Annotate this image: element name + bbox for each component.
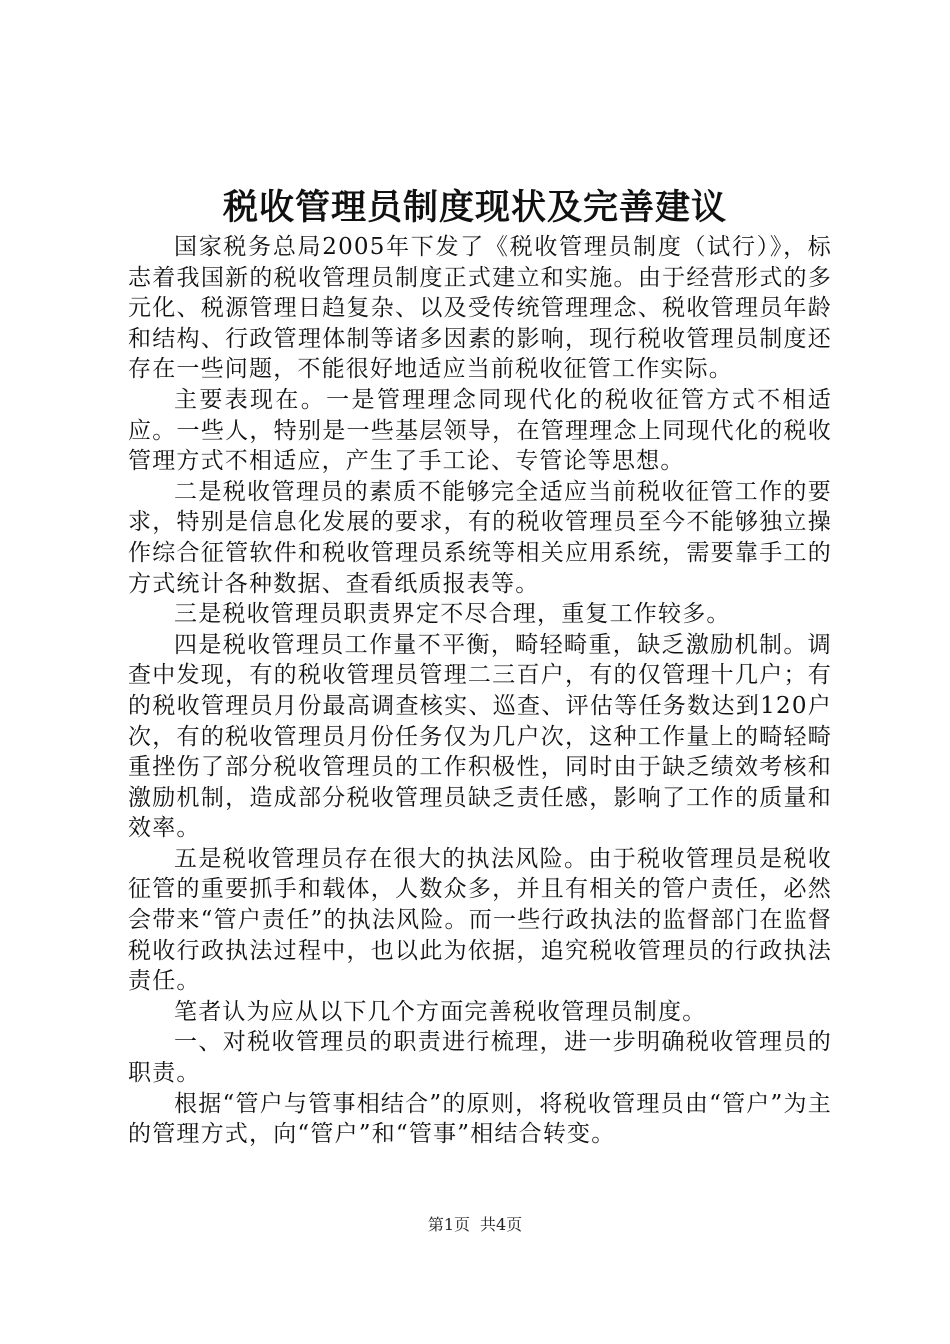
paragraph-suggestion-1-detail: 根据“管户与管事相结合”的原则，将税收管理员由“管户”为主的管理方式，向“管户”和“管事”相结合转变。	[128, 1090, 832, 1148]
paragraph-issue-1: 主要表现在。一是管理理念同现代化的税收征管方式不相适应。一些人，特别是一些基层领导，在管理理念上同现代化的税收管理方式不相适应，产生了手工论、专管论等思想。	[128, 386, 832, 475]
paragraph-issue-3: 三是税收管理员职责界定不尽合理，重复工作较多。	[174, 601, 731, 628]
page-footer	[0, 1214, 950, 1236]
paragraph-issue-2: 二是税收管理员的素质不能够完全适应当前税收征管工作的要求，特别是信息化发展的要求，有的税收管理员至今不能够独立操作综合征管软件和税收管理员系统等相关应用系统，需要靠手工的方式统计各种数据、查看纸质报表等。	[128, 478, 832, 597]
paragraph-issue-4: 四是税收管理员工作量不平衡，畸轻畸重，缺乏激励机制。调查中发现，有的税收管理员管理二三百户，有的仅管理十几户；有的税收管理员月份最高调查核实、巡查、评估等任务数达到120户次，有的税收管理员月份任务仅为几户次，这种工作量上的畸轻畸重挫伤了部分税收管理员的工作积极性，同时由于缺乏绩效考核和激励机制，造成部分税收管理员缺乏责任感，影响了工作的质量和效率。	[128, 631, 832, 842]
page-number: 第1页	[427, 1215, 470, 1234]
document-title: 税收管理员制度现状及完善建议	[222, 187, 727, 228]
document-body	[128, 232, 832, 1150]
paragraph-suggestion-1: 一、对税收管理员的职责进行梳理，进一步明确税收管理员的职责。	[128, 1029, 832, 1087]
paragraph-issue-5: 五是税收管理员存在很大的执法风险。由于税收管理员是税收征管的重要抓手和载体，人数众多，并且有相关的管户责任，必然会带来“管户责任”的执法风险。而一些行政执法的监督部门在监督税收行政执法过程中，也以此为依据，追究税收管理员的行政执法责任。	[128, 845, 832, 995]
page-total: 共4页	[480, 1215, 523, 1234]
paragraph-intro: 国家税务总局2005年下发了《税收管理员制度（试行）》，标志着我国新的税收管理员制度正式建立和实施。由于经营形式的多元化、税源管理日趋复杂、以及受传统管理理念、税收管理员年龄和结构、行政管理体制等诸多因素的影响，现行税收管理员制度还存在一些问题，不能很好地适应当前税收征管工作实际。	[128, 234, 832, 383]
paragraph-suggestion-intro: 笔者认为应从以下几个方面完善税收管理员制度。	[174, 998, 707, 1025]
